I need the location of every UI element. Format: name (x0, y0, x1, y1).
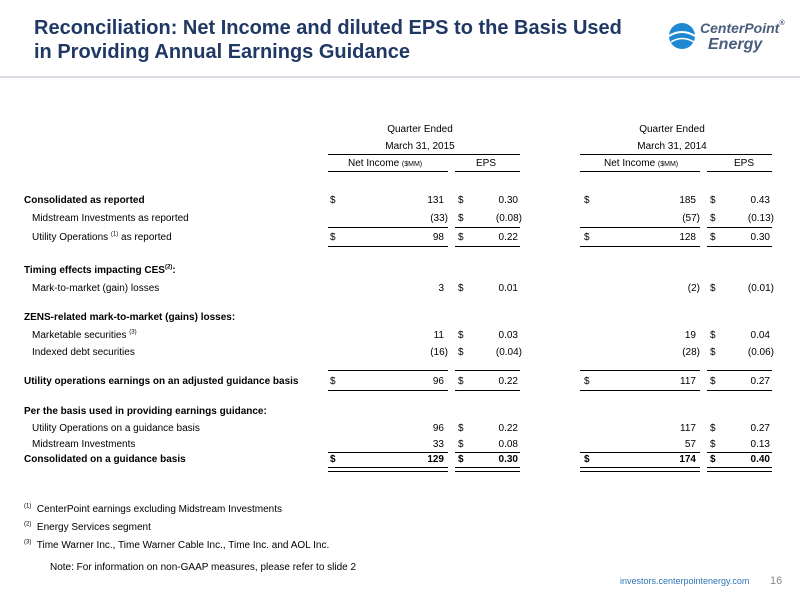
dollar-sign: $ (458, 376, 464, 387)
cell-ni14: (57) (682, 213, 700, 224)
non-gaap-note: Note: For information on non-GAAP measures, please refer to slide 2 (50, 562, 357, 573)
footnote-2: $^{(2)}$ Energy Services segment (24, 521, 151, 533)
header-quarter-2015: Quarter Ended (387, 124, 453, 135)
header-net-income-2015: Net Income ($MM) (348, 158, 423, 169)
dollar-sign: $ (710, 232, 716, 243)
subtotal-rule (455, 246, 520, 247)
header-rule-2015 (328, 154, 520, 155)
cell-ni14: 174 (679, 454, 696, 465)
header-rule-2014 (580, 154, 772, 155)
subheader-rule-eps14 (707, 171, 772, 172)
dollar-sign: $ (458, 454, 464, 465)
row-label-utility-guidance: Utility Operations on a guidance basis (32, 423, 200, 434)
centerpoint-logo (666, 18, 786, 62)
cell-ni14: 128 (679, 232, 696, 243)
slide-title-line2: in Providing Annual Earnings Guidance (34, 41, 410, 63)
dollar-sign: $ (458, 423, 464, 434)
dollar-sign: $ (458, 232, 464, 243)
slide-title-line1: Reconciliation: Net Income and diluted EPS to the Basis Used (34, 17, 622, 39)
dollar-sign: $ (710, 195, 716, 206)
row-label-marketable-securities: Marketable securities $^{(3)}$ (32, 329, 137, 341)
header-net-income-2014: Net Income ($MM) (604, 158, 679, 169)
row-label-midstream: Midstream Investments (32, 439, 136, 450)
dollar-sign: $ (710, 439, 716, 450)
cell-eps14: (0.13) (747, 213, 774, 224)
subtotal-rule (328, 370, 448, 371)
row-label-per-basis: Per the basis used in providing earnings guidance: (24, 406, 267, 417)
subtotal-rule (580, 370, 700, 371)
cell-eps15: 0.01 (498, 283, 518, 294)
row-label-adjusted-guidance: Utility operations earnings on an adjusted guidance basis (24, 376, 299, 387)
dollar-sign: $ (458, 195, 464, 206)
subtotal-rule (328, 452, 448, 453)
cell-eps14: 0.43 (750, 195, 770, 206)
subtotal-rule (707, 370, 772, 371)
cell-ni15: (33) (430, 213, 448, 224)
row-label-midstream-reported: Midstream Investments as reported (32, 213, 189, 224)
dollar-sign: $ (710, 330, 716, 341)
subheader-rule-ni14 (580, 171, 700, 172)
footnote-3: $^{(3)}$ Time Warner Inc., Time Warner Cable Inc., Time Inc. and AOL Inc. (24, 539, 330, 551)
dollar-sign: $ (330, 195, 336, 206)
header-quarter-2014: Quarter Ended (639, 124, 705, 135)
cell-eps14: 0.27 (750, 376, 770, 387)
cell-ni15: (16) (430, 347, 448, 358)
dollar-sign: $ (458, 213, 464, 224)
cell-eps14: 0.40 (750, 454, 770, 465)
subtotal-rule (707, 227, 772, 228)
cell-ni15: 98 (432, 232, 444, 243)
cell-eps14: (0.06) (747, 347, 774, 358)
total-double-rule (455, 467, 520, 472)
total-double-rule (707, 467, 772, 472)
subtotal-rule (580, 452, 700, 453)
cell-eps15: 0.22 (498, 232, 518, 243)
cell-ni15: 131 (427, 195, 444, 206)
subtotal-rule (455, 390, 520, 391)
cell-eps15: 0.30 (498, 454, 518, 465)
cell-eps15: (0.04) (495, 347, 522, 358)
cell-eps15: 0.03 (498, 330, 518, 341)
cell-ni14: (2) (687, 283, 700, 294)
dollar-sign: $ (330, 454, 336, 465)
header-eps-2015: EPS (476, 158, 497, 169)
header-date-2014: March 31, 2014 (637, 141, 707, 152)
cell-ni15: 11 (433, 330, 444, 341)
total-double-rule (580, 467, 700, 472)
subtotal-rule (707, 246, 772, 247)
row-label-consolidated-guidance: Consolidated on a guidance basis (24, 454, 186, 465)
row-label-utility-reported: Utility Operations $^{(1)}$ as reported (32, 231, 172, 243)
dollar-sign: $ (584, 195, 590, 206)
cell-ni15: 96 (432, 423, 444, 434)
cell-eps15: (0.08) (495, 213, 522, 224)
dollar-sign: $ (710, 213, 716, 224)
subtotal-rule (328, 227, 448, 228)
subtotal-rule (328, 246, 448, 247)
cell-ni14: (28) (682, 347, 700, 358)
cell-eps15: 0.30 (498, 195, 518, 206)
dollar-sign: $ (584, 376, 590, 387)
investor-url-link[interactable]: investors.centerpointenergy.com (620, 576, 750, 586)
subtotal-rule (580, 246, 700, 247)
total-double-rule (328, 467, 448, 472)
cell-ni14: 19 (684, 330, 696, 341)
subtotal-rule (707, 390, 772, 391)
cell-ni15: 96 (432, 376, 444, 387)
page-number: 16 (770, 575, 783, 587)
cell-ni15: 3 (438, 283, 444, 294)
cell-eps14: (0.01) (747, 283, 774, 294)
cell-eps15: 0.08 (498, 439, 518, 450)
cell-eps14: 0.27 (750, 423, 770, 434)
dollar-sign: $ (710, 347, 716, 358)
cell-eps15: 0.22 (498, 376, 518, 387)
dollar-sign: $ (710, 376, 716, 387)
row-label-zens: ZENS-related mark-to-market (gains) losses: (24, 312, 236, 323)
subtotal-rule (455, 452, 520, 453)
dollar-sign: $ (458, 347, 464, 358)
subtotal-rule (455, 227, 520, 228)
slide-title (34, 16, 634, 64)
subheader-rule-ni15 (328, 171, 448, 172)
dollar-sign: $ (330, 376, 336, 387)
row-label-consolidated-reported: Consolidated as reported (24, 195, 145, 206)
subtotal-rule (707, 452, 772, 453)
cell-ni14: 185 (679, 195, 696, 206)
cell-ni15: 33 (432, 439, 444, 450)
dollar-sign: $ (458, 439, 464, 450)
header-date-2015: March 31, 2015 (385, 141, 455, 152)
subtotal-rule (328, 390, 448, 391)
row-label-timing-effects: Timing effects impacting CES$^{(2)}$: (24, 264, 176, 276)
dollar-sign: $ (330, 232, 336, 243)
cell-ni14: 117 (680, 423, 696, 434)
dollar-sign: $ (710, 454, 716, 465)
cell-eps14: 0.30 (750, 232, 770, 243)
cell-eps14: 0.04 (750, 330, 770, 341)
cell-eps14: 0.13 (750, 439, 770, 450)
dollar-sign: $ (584, 232, 590, 243)
cell-ni14: 57 (684, 439, 696, 450)
cell-ni14: 117 (680, 376, 696, 387)
dollar-sign: $ (584, 454, 590, 465)
dollar-sign: $ (710, 423, 716, 434)
subtotal-rule (455, 370, 520, 371)
dollar-sign: $ (458, 283, 464, 294)
title-divider (0, 76, 800, 78)
row-label-mark-to-market: Mark-to-market (gain) losses (32, 283, 160, 294)
logo-line1: CenterPoint® (700, 20, 785, 36)
dollar-sign: $ (710, 283, 716, 294)
subheader-rule-eps15 (455, 171, 520, 172)
subtotal-rule (580, 227, 700, 228)
cell-ni15: 129 (427, 454, 444, 465)
subtotal-rule (580, 390, 700, 391)
footnote-1: $^{(1)}$ CenterPoint earnings excluding Midstream Investments (24, 503, 283, 515)
dollar-sign: $ (458, 330, 464, 341)
cell-eps15: 0.22 (498, 423, 518, 434)
header-eps-2014: EPS (734, 158, 755, 169)
row-label-indexed-debt: Indexed debt securities (32, 347, 135, 358)
logo-line2: Energy (708, 36, 763, 53)
